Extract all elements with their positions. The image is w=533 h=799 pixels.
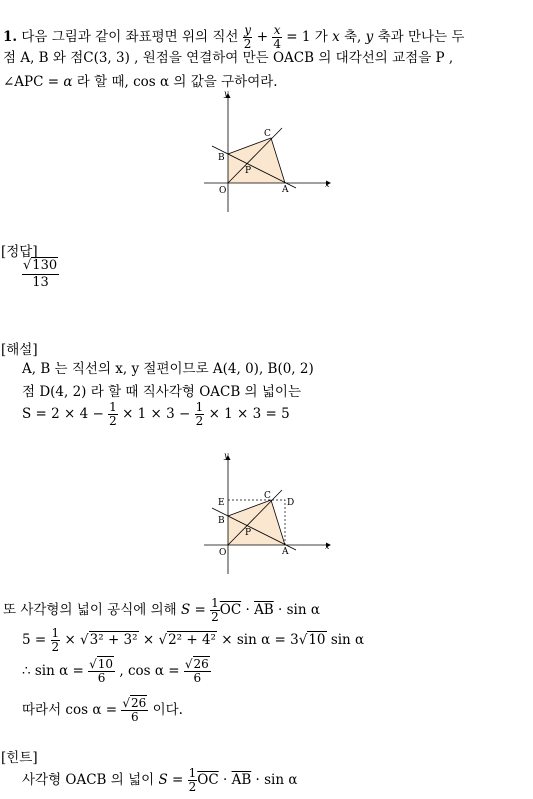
problem-line-2: 점 A, B 와 점C(3, 3) , 원점을 연결하여 만든 OACB 의 대각선의 교점을 P , [3,50,454,66]
figure-2-diagram [198,452,338,580]
label-c: C [264,129,271,139]
solution-line-4: 또 사각형의 넓이 공식에 의해 S = $\frac{1}{2}$ $\overline{OC} \cdot \overline{AB} \cdot \sin \alpha$ [3,596,320,624]
figure-1-diagram [198,88,338,216]
label-p: P [245,166,252,176]
label-o: O [219,548,227,558]
label-o: O [219,186,227,196]
label-a: A [282,547,289,557]
label-e: E [218,498,225,508]
label-x: x [325,542,330,551]
fraction-y-over-2: $\frac{y}{2}$ [243,23,252,51]
label-c: C [264,491,271,501]
solution-header: [해설] [1,342,38,358]
label-x: x [325,180,330,189]
label-b: B [218,153,225,163]
answer-value: $\frac{√130}{13}$ [23,258,58,290]
label-y: y [224,89,229,98]
solution-line-2: 점 D(4, 2) 라 할 때 직사각형 OACB 의 넓이는 [22,384,302,400]
label-d: D [287,498,295,508]
solution-line-7: 따라서 cos α = $\frac{√26}{6}$ 이다. [22,696,183,724]
solution-line-3: S = 2 × 4 − $\frac{1}{2}$ × 1 × 3 − $\frac{1}{2}$ × 1 × 3 = 5 [22,400,290,428]
problem-line-3: ∠APC = α 라 할 때, cos α 의 값을 구하여라. [3,74,278,90]
hint-line-1: 사각형 OACB 의 넓이 S = $\frac{1}{2}$ $\overline{OC} \cdot \overline{AB} \cdot \sin \alpha$ [22,766,298,794]
problem-line-1: 1. 다음 그림과 같이 좌표평면 위의 직선 $\frac{y}{2}$ + $\frac{x}{4}$ = 1 가 x 축, y 축과 만나는 두 [3,23,465,51]
quadrilateral-oacb [228,500,285,545]
solution-line-1: A, B 는 직선의 x, y 절편이므로 A(4, 0), B(0, 2) [22,361,314,377]
label-p: P [245,528,252,538]
label-b: B [218,516,225,526]
hint-header: [힌트] [1,750,38,766]
label-y: y [224,452,229,460]
problem-number: 1. [3,29,18,45]
label-a: A [282,185,289,195]
solution-line-6: ∴ sin α = $\frac{√10}{6}$ , cos α = $\frac{√26}{6}$ [22,657,209,685]
answer-header: [정답] [1,244,38,260]
solution-line-5: 5 = $\frac{1}{2}$ × √3² + 3² × √2² + 4² × sin α = 3√10 sin α [22,626,365,654]
fraction-x-over-4: $\frac{x}{4}$ [273,23,281,51]
quadrilateral-oacb [228,138,285,183]
